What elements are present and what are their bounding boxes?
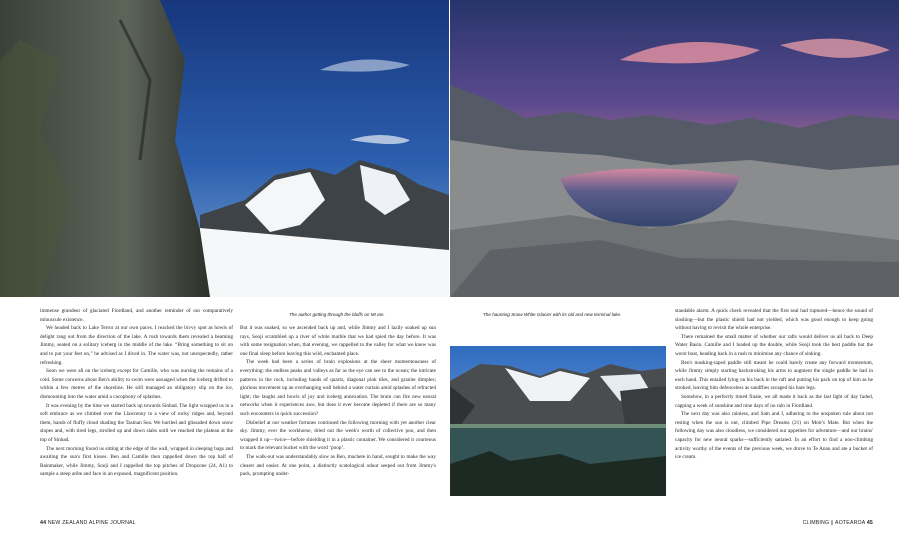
caption-bluffs: The author getting through the bluffs on Mt Ian. [289, 312, 385, 317]
paragraph: The week had been a series of brain explosions at the sheer momentousness of everything: the endless peaks and valleys as far as the eye can see to the ocean; the intricate patterns in the rock, including bands of quartz, diagonal pink tiles, and granite dimples; glorious movement up an overhanging wall behind a water curtain amid splashes of refracted light; the laughs and howls of joy and iceberg annexation. The brain can fire new neural networks when it experiences awe, but does it ever become depleted if there are so many such encounters in quick succession? [240, 359, 436, 417]
photo-snow-white-glacier [450, 346, 666, 496]
paragraph: Disbelief at our weather fortunes continued the following morning with yet another clear sky. Jimmy, ever the workhorse, dried out the week's worth of collective poo, and then wrapped it up—twice—before shielding it in a plastic container. We considered it courteous to mark the relevant bucket with the word ‘poop’. [240, 419, 436, 452]
paragraph: Soon we were all on the iceberg except for Camille, who was nursing the remains of a cold. Some concerns about Ben's ability to swim were assuaged when the iceberg drifted to within a few metres of the shoreline. He still managed an obligatory slip on the ice, dismounting into the water amid a cacophony of splashes. [40, 368, 233, 400]
paragraph: standable alarm. A quick check revealed that the first seal had ruptured—hence the sound of sloshing—but the plastic shield had not yielded, which was good enough to keep going without having to revisit the whole enterprise. [675, 308, 873, 332]
paragraph: immense grandeur of glaciated Fiordland, and another reminder of our comparatively minuscule existence. [40, 308, 233, 323]
text-column-3 [675, 307, 873, 462]
footer-left [40, 520, 136, 526]
photo-bluffs-mt-ian [0, 0, 449, 297]
paragraph: Ben's masking-taped paddle still meant he could barely create any forward momentum, while Jimmy simply starting backstroking his arms to augment the single paddle he had in each hand. This entailed lying on his back in the raft and putting his pack on top of him as he stroked, leaving him defenceless as sandflies ravaged his bare legs. [675, 359, 873, 392]
paragraph: It was evening by the time we started back up towards Sinbad. The light wrapped us in a soft embrace as we climbed over the Llawrenny to a view of rocky ridges and, beyond them, bands of fluffy cloud shading the Tasman Sea. We hurtled and glissaded down snow slopes and, with tired legs, strolled up and down slabs until we reached the plateau at the top of Sinbad. [40, 402, 233, 443]
paragraph: There remained the small matter of whether our rafts would deliver us all back to Deep Water Basin. Camille and I loaded up the double, while Sooji took the best paddle but the worst boat, heading back in a rush to minimise any chance of sinking. [675, 333, 873, 357]
page-number-left: 44 [40, 520, 47, 526]
footer-right [803, 520, 873, 526]
text-column-2 [240, 324, 436, 479]
page-number-right: 45 [866, 520, 873, 526]
paragraph: We headed back to Lake Terror at our own paces. I reached the bivvy spot as howls of delight rang out from the direction of the lake. A rush towards them revealed a beaming Jimmy, seated on a solitary iceberg in the middle of the lake. “Bring something to sit on and to put your feet on,” he advised as I dived in. The water was, not unexpectedly, rather refreshing. [40, 325, 233, 366]
paragraph: Somehow, in a perfectly timed finale, we all made it back as the last light of day faded, capping a week of sunshine and nine days of no rain in Fiordland. [675, 393, 873, 409]
journal-title: NEW ZEALAND ALPINE JOURNAL [47, 520, 136, 526]
caption-glacier: The haunting Snow White Glacier with its old and new terminal lake. [483, 312, 622, 317]
section-title: CLIMBING ∥ AOTEAROA [802, 520, 866, 526]
paragraph: The next morning found us sitting at the edge of the wall, wrapped in sleeping bags and awaiting the sun's first kisses. Ben and Camille then rappelled down the top half of Rainmaker, while Jimmy, Sooji and I rappelled the top pitches of Dropzone (24, A1) to sample a steep arête and face in an exposed, magnificent position. [40, 445, 233, 478]
paragraph: The next day was also rainless, and Sam and I, adhering to the unspoken rule about not resting when the sun is out, climbed Pipe Dreams (21) on Moir's Mate. But when the following day was also cloudless, we considered our appetites for adventure—and our brains' capacity for new neural sparks—sufficiently satiated. In an effort to find a non-climbing activity worthy of the events of the previous week, we drove to Te Anau and ate a bucket of ice cream. [675, 411, 873, 461]
paragraph: But it was soaked, so we ascended back up and, while Jimmy and I lazily soaked up sun rays, Sooji scrambled up a river of white marble that we had spied the day before. It was with some resignation when, that evening, we rappelled to the valley for what we knew was one final sleep before leaving this wild, enchanted place. [240, 325, 436, 357]
photo-dusk-lake [450, 0, 899, 297]
paragraph: The walk-out was understandably slow as Ben, machete in hand, sought to make the way clearer and easier. At one point, a distinctly scatological odour seeped out from Jimmy's pack, prompting under- [240, 453, 436, 478]
text-column-1 [40, 307, 233, 479]
